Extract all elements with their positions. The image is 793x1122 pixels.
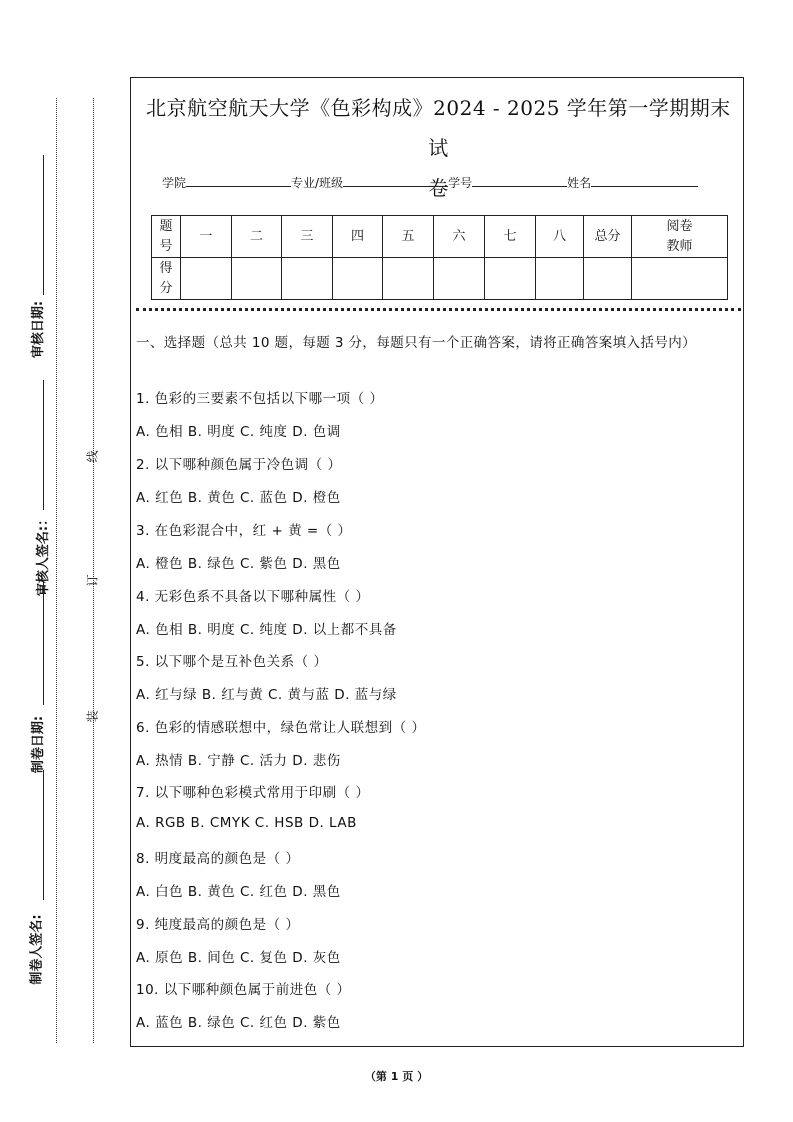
score-header-cell: 八 [536,216,584,258]
question-9: 9. 纯度最高的颜色是（ ） [136,917,300,933]
score-cell[interactable] [181,258,232,300]
answer-options-1: A. 色相 B. 明度 C. 纯度 D. 色调 [136,424,341,440]
answer-options-10: A. 蓝色 B. 绿色 C. 红色 D. 紫色 [136,1015,341,1031]
maker-sign-label: 制卷人签名: [29,914,45,985]
binding-ding-char: 订 [85,574,100,587]
question-2: 2. 以下哪种颜色属于冷色调（ ） [136,457,342,473]
answer-options-7: A. RGB B. CMYK C. HSB D. LAB [136,815,357,831]
question-1: 1. 色彩的三要素不包括以下哪一项（ ） [136,391,384,407]
exam-title-line2: 卷 [428,176,449,200]
exam-title-line1: 北京航空航天大学《色彩构成》2024 - 2025 学年第一学期期末试 [146,96,731,160]
reviewer-sign-line [43,380,44,510]
answer-options-4: A. 色相 B. 明度 C. 纯度 D. 以上都不具备 [136,622,397,638]
student-id-label: 学号 [448,176,473,190]
answer-options-9: A. 原色 B. 间色 C. 复色 D. 灰色 [136,950,341,966]
question-5: 5. 以下哪个是互补色关系（ ） [136,654,328,670]
score-header-cell: 五 [383,216,434,258]
question-6: 6. 色彩的情感联想中，绿色常让人联想到（ ） [136,720,426,736]
answer-options-3: A. 橙色 B. 绿色 C. 紫色 D. 黑色 [136,556,341,572]
score-header-cell: 一 [181,216,232,258]
score-header-cell: 三 [282,216,333,258]
maker-date-label: 制卷日期: [31,715,47,774]
college-field[interactable] [186,175,291,187]
score-row-label: 得 分 [152,258,181,300]
college-label: 学院 [162,176,187,190]
binding-dotted-line-outer [56,98,57,1043]
question-7: 7. 以下哪种色彩模式常用于印刷（ ） [136,785,370,801]
score-header-cell: 阅卷 教师 [632,216,728,258]
score-table-score-row [152,258,728,300]
answer-options-2: A. 红色 B. 黄色 C. 蓝色 D. 橙色 [136,490,341,506]
score-cell[interactable] [485,258,536,300]
maker-date-line [43,580,44,705]
score-table [151,215,728,300]
major-field[interactable] [343,175,448,187]
score-cell[interactable] [383,258,434,300]
section-heading: 一、选择题（总共 10 题，每题 3 分，每题只有一个正确答案，请将正确答案填入括号内） [136,335,697,351]
name-field[interactable] [591,175,698,187]
score-cell[interactable] [584,258,632,300]
page-number: （第 1 页 ） [364,1070,429,1083]
name-label: 姓名 [567,176,592,190]
question-3: 3. 在色彩混合中，红 + 黄 =（ ） [136,523,352,539]
binding-dotted-line-inner [93,98,94,1043]
binding-line-char: 线 [85,450,100,463]
binding-zhuang-char: 装 [85,710,100,723]
score-header-cell: 二 [232,216,282,258]
score-cell[interactable] [434,258,485,300]
review-date-line [43,155,44,295]
score-cell[interactable] [282,258,333,300]
reviewer-sign-label: 审核人签名:： [36,512,52,597]
student-info-row [162,174,698,191]
score-header-cell: 总分 [584,216,632,258]
score-cell[interactable] [536,258,584,300]
answer-options-6: A. 热情 B. 宁静 C. 活力 D. 悲伤 [136,753,341,769]
question-8: 8. 明度最高的颜色是（ ） [136,851,300,867]
score-table-header-row [152,216,728,258]
review-date-label: 审核日期: [31,300,47,359]
score-cell[interactable] [232,258,282,300]
major-label: 专业/班级 [291,176,344,190]
question-10: 10. 以下哪种颜色属于前进色（ ） [136,982,351,998]
maker-sign-line [43,770,44,900]
score-header-cell: 七 [485,216,536,258]
score-cell[interactable] [632,258,728,300]
header-separator [136,308,741,311]
answer-options-8: A. 白色 B. 黄色 C. 红色 D. 黑色 [136,884,341,900]
score-header-cell: 题 号 [152,216,181,258]
question-4: 4. 无彩色系不具备以下哪种属性（ ） [136,589,370,605]
answer-options-5: A. 红与绿 B. 红与黄 C. 黄与蓝 D. 蓝与绿 [136,687,397,703]
score-cell[interactable] [333,258,383,300]
student-id-field[interactable] [472,175,567,187]
score-header-cell: 四 [333,216,383,258]
score-header-cell: 六 [434,216,485,258]
